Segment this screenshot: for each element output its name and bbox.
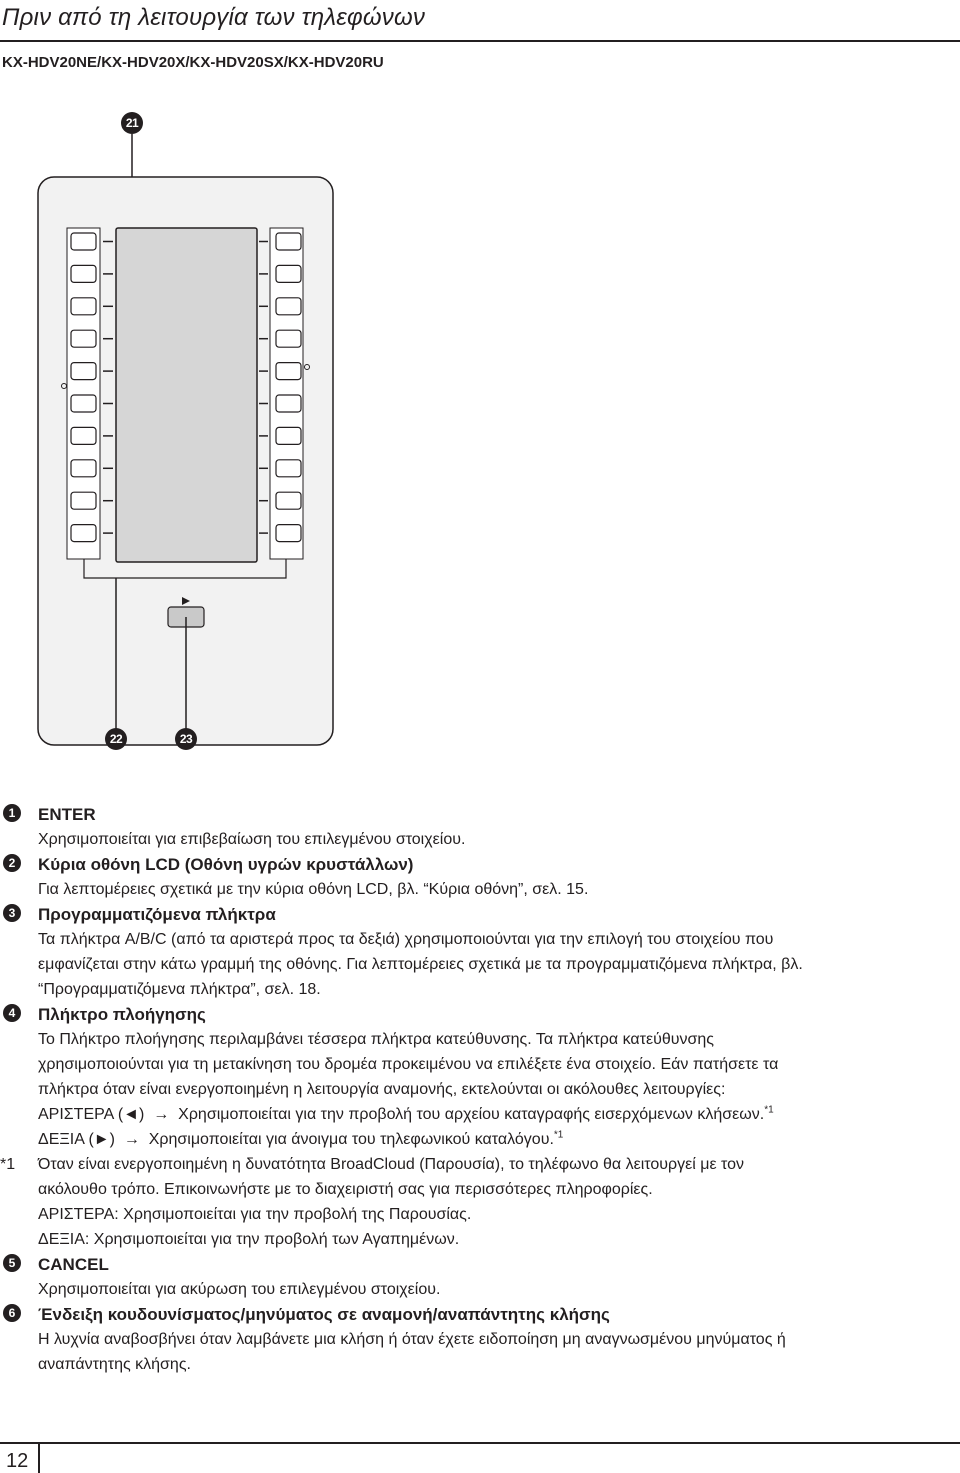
item-number: 3 bbox=[3, 904, 21, 922]
left-programmable-key[interactable] bbox=[71, 265, 96, 282]
item-number: 6 bbox=[3, 1304, 21, 1322]
right-programmable-key[interactable] bbox=[276, 298, 301, 315]
right-programmable-key[interactable] bbox=[276, 427, 301, 444]
model-heading: KX-HDV20NE/KX-HDV20X/KX-HDV20SX/KX-HDV20RU bbox=[2, 54, 384, 71]
left-programmable-key[interactable] bbox=[71, 363, 96, 380]
item-text: χρησιμοποιούνται για τη μετακίνηση του δρομέα προκειμένου να επιλέξετε ένα στοιχείο. Εάν πατήσετε τα bbox=[38, 1056, 779, 1073]
right-programmable-key[interactable] bbox=[276, 492, 301, 509]
right-programmable-key[interactable] bbox=[276, 363, 301, 380]
list-item bbox=[0, 902, 960, 1002]
callout-23: 23 bbox=[175, 728, 197, 750]
right-programmable-key[interactable] bbox=[276, 233, 301, 250]
left-programmable-key[interactable] bbox=[71, 492, 96, 509]
left-programmable-key[interactable] bbox=[71, 233, 96, 250]
arrow-right-icon: → bbox=[148, 1106, 174, 1123]
item-number: 5 bbox=[3, 1254, 21, 1272]
left-programmable-key[interactable] bbox=[71, 460, 96, 477]
footnote-text: ΑΡΙΣΤΕΡΑ: Χρησιμοποιείται για την προβολή της Παρουσίας. bbox=[38, 1206, 472, 1223]
item-text: “Προγραμματιζόμενα πλήκτρα”, σελ. 18. bbox=[38, 981, 321, 998]
item-text: Για λεπτομέρειες σχετικά με την κύρια οθόνη LCD, βλ. “Κύρια οθόνη”, σελ. 15. bbox=[38, 881, 589, 898]
footnote-ref: *1 bbox=[553, 1129, 564, 1141]
footnote-text: ακόλουθο τρόπο. Επικοινωνήστε με το διαχειριστή σας για περισσότερες πληροφορίες. bbox=[38, 1181, 653, 1198]
item-heading: ENTER bbox=[38, 805, 96, 824]
expansion-module-drawing bbox=[0, 100, 400, 760]
item-text: πλήκτρα όταν είναι ενεργοποιημένη η λειτουργία αναμονής, εκτελούνται οι ακόλουθες λειτουργίες: bbox=[38, 1081, 726, 1098]
list-item bbox=[0, 1302, 960, 1377]
item-text: Τα πλήκτρα A/B/C (από τα αριστερά προς τα δεξιά) χρησιμοποιούνται για την επιλογή του στοιχείου που bbox=[38, 931, 774, 948]
item-text: αναπάντητης κλήσης. bbox=[38, 1356, 191, 1373]
right-programmable-key[interactable] bbox=[276, 395, 301, 412]
item-heading: Κύρια οθόνη LCD (Οθόνη υγρών κρυστάλλων) bbox=[38, 855, 414, 874]
item-heading: Πλήκτρο πλοήγησης bbox=[38, 1005, 206, 1024]
item-text: Χρησιμοποιείται για επιβεβαίωση του επιλεγμένου στοιχείου. bbox=[38, 831, 466, 848]
left-key-text: Χρησιμοποιείται για την προβολή του αρχείου καταγραφής εισερχόμενων κλήσεων. bbox=[178, 1106, 765, 1123]
item-heading: Ένδειξη κουδουνίσματος/μηνύματος σε αναμονή/αναπάντητης κλήσης bbox=[38, 1305, 610, 1324]
item-text: Η λυχνία αναβοσβήνει όταν λαμβάνετε μια κλήση ή όταν έχετε ειδοποίηση μη αναγνωσμένου μηνύματος ή bbox=[38, 1331, 786, 1348]
arrow-right-icon: → bbox=[119, 1131, 145, 1148]
left-programmable-key[interactable] bbox=[71, 298, 96, 315]
description-list bbox=[0, 802, 960, 1377]
item-heading: Προγραμματιζόμενα πλήκτρα bbox=[38, 905, 276, 924]
title-divider bbox=[0, 40, 960, 42]
left-programmable-key[interactable] bbox=[71, 427, 96, 444]
footnote-text: Όταν είναι ενεργοποιημένη η δυνατότητα BroadCloud (Παρουσία), το τηλέφωνο θα λειτουργεί με τον bbox=[38, 1156, 745, 1173]
left-programmable-key[interactable] bbox=[71, 525, 96, 542]
page-title: Πριν από τη λειτουργία των τηλεφώνων bbox=[2, 4, 426, 31]
list-item bbox=[0, 1002, 960, 1152]
right-key-text: Χρησιμοποιείται για άνοιγμα του τηλεφωνικού καταλόγου. bbox=[148, 1131, 554, 1148]
item-text: Χρησιμοποιείται για ακύρωση του επιλεγμένου στοιχείου. bbox=[38, 1281, 441, 1298]
page-number: 12 bbox=[6, 1450, 29, 1472]
list-item bbox=[0, 852, 960, 902]
left-programmable-key[interactable] bbox=[71, 395, 96, 412]
right-key-label: ΔΕΞΙΑ (►) bbox=[38, 1131, 115, 1148]
right-programmable-key[interactable] bbox=[276, 330, 301, 347]
left-key-line bbox=[38, 1102, 960, 1127]
item-number: 2 bbox=[3, 854, 21, 872]
callout-21: 21 bbox=[121, 112, 143, 134]
item-number: 1 bbox=[3, 804, 21, 822]
list-item bbox=[0, 1252, 960, 1302]
left-programmable-key[interactable] bbox=[71, 330, 96, 347]
footnote-text: ΔΕΞΙΑ: Χρησιμοποιείται για την προβολή των Αγαπημένων. bbox=[38, 1231, 460, 1248]
footer-divider bbox=[0, 1442, 960, 1444]
left-key-label: ΑΡΙΣΤΕΡΑ (◄) bbox=[38, 1106, 145, 1123]
right-programmable-key[interactable] bbox=[276, 265, 301, 282]
item-text: εμφανίζεται στην κάτω γραμμή της οθόνης. Για λεπτομέρειες σχετικά με τα προγραμματιζόμενα πλήκτρα, βλ. bbox=[38, 956, 803, 973]
footnote-ref: *1 bbox=[764, 1104, 774, 1116]
item-number: 4 bbox=[3, 1004, 21, 1022]
footnote bbox=[0, 1152, 960, 1252]
device-figure bbox=[0, 100, 400, 760]
item-text: Το Πλήκτρο πλοήγησης περιλαμβάνει τέσσερα πλήκτρα κατεύθυνσης. Τα πλήκτρα κατεύθυνσης bbox=[38, 1031, 714, 1048]
right-programmable-key[interactable] bbox=[276, 525, 301, 542]
item-heading: CANCEL bbox=[38, 1255, 109, 1274]
callout-22: 22 bbox=[105, 728, 127, 750]
footnote-mark: *1 bbox=[0, 1156, 16, 1173]
list-item bbox=[0, 802, 960, 852]
right-key-line bbox=[38, 1127, 960, 1152]
right-programmable-key[interactable] bbox=[276, 460, 301, 477]
